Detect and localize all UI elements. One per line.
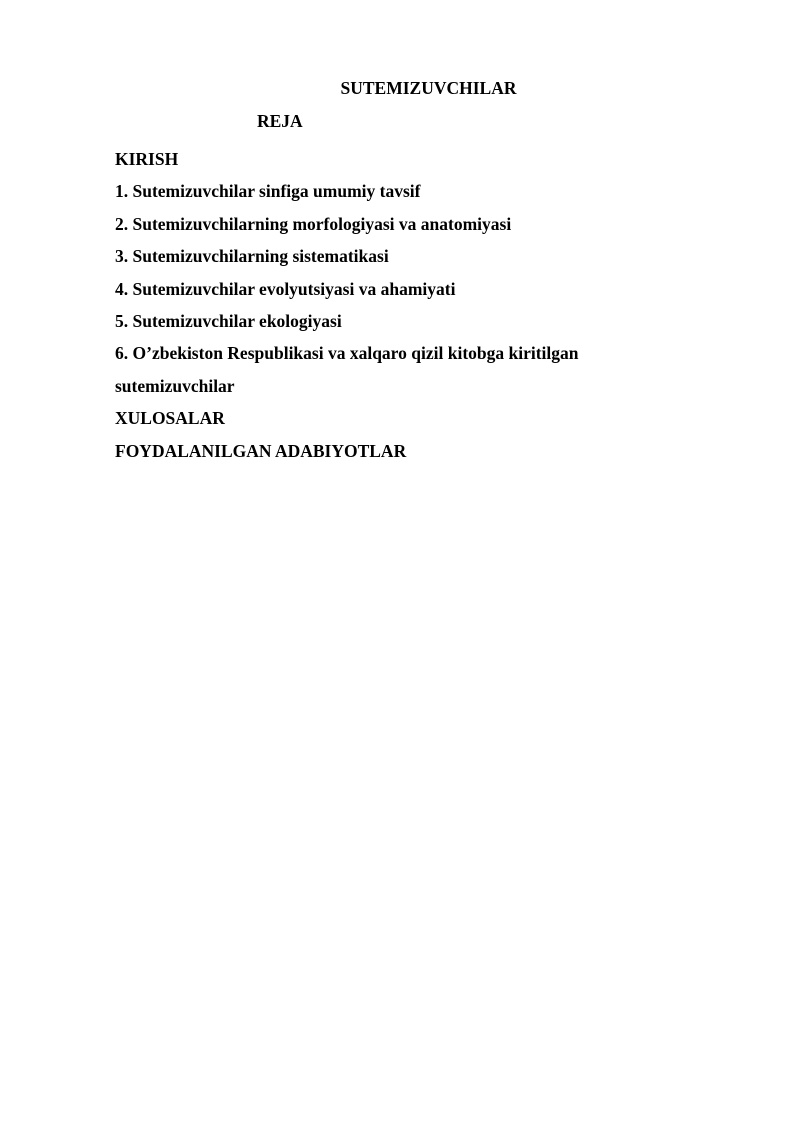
toc-item-6: 6. O’zbekiston Respublikasi va xalqaro qizil kitobga kiritilgan (115, 343, 579, 364)
toc-item-5: 5. Sutemizuvchilar ekologiyasi (115, 310, 342, 331)
toc-item-3: 3. Sutemizuvchilarning sistematikasi (115, 246, 389, 267)
toc-item-2: 2. Sutemizuvchilarning morfologiyasi va anatomiyasi (115, 213, 512, 234)
toc-item-6-continuation: sutemizuvchilar (115, 375, 235, 396)
toc-item-4: 4. Sutemizuvchilar evolyutsiyasi va ahamiyati (115, 278, 456, 299)
document-title: SUTEMIZUVCHILAR (340, 78, 517, 98)
toc-item-1: 1. Sutemizuvchilar sinfiga umumiy tavsif (115, 181, 421, 202)
plan-heading: REJA (257, 111, 303, 131)
toc-item-conclusions: XULOSALAR (115, 408, 225, 429)
toc-item-references: FOYDALANILGAN ADABIYOTLAR (115, 440, 407, 461)
toc-item-introduction: KIRISH (115, 149, 179, 169)
table-of-contents (115, 143, 755, 467)
